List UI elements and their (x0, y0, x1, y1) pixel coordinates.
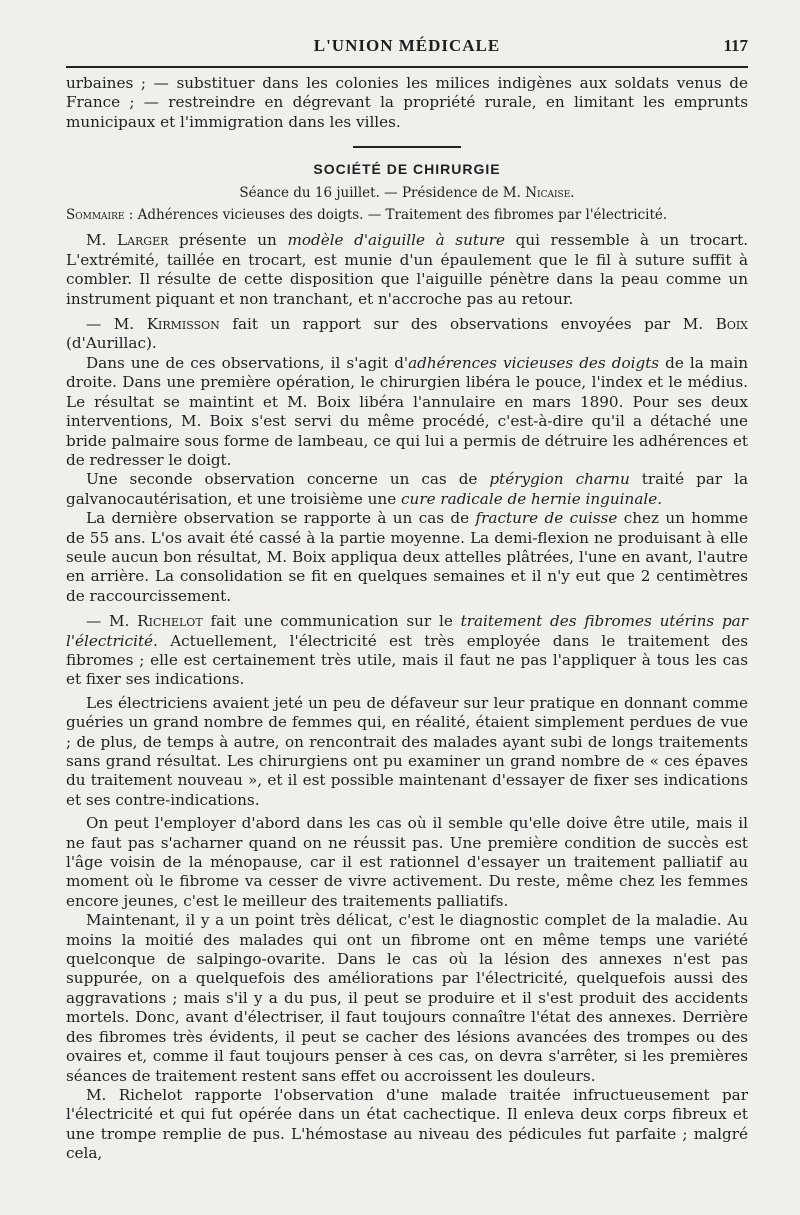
paragraph-electriciens: Les électriciens avaient jeté un peu de défaveur sur leur pratique en donnant comme guéries un grand nombre de femmes qui, en réalité, étaient simplement perdues de vue ; de plus, de temps à autre, on rencontrait des malades ayant subi de longs traitements sans grand résultat. Les chirurgiens ont pu examiner un grand nombre de « ces épaves du traitement nouveau », et il est possible maintenant d'essayer de fixer ses indications et ses contre-indications. (66, 693, 748, 809)
paragraph-kirmisson (66, 315, 748, 354)
text-fragment: chez un homme de 55 ans. L'os avait été cassé à la partie moyenne. La demi-flexion ne produisant à elle seule aucun bon résultat, M. Boix appliqua deux attelles plâtrées, l'une en avant, l'autre en arrière. La consolidation se fit en quelques semaines et il n'y eut que 2 centimètres de raccourcissement. (66, 509, 749, 605)
paragraph-larger (66, 231, 748, 309)
text-fragment: — M. (86, 315, 135, 334)
italic-term: adhérences vicieuses des doigts (408, 353, 660, 372)
sommaire-text: Adhérences vicieuses des doigts. — Traitement des fibromes par l'électricité. (137, 207, 668, 224)
text-fragment: présente un (179, 231, 277, 250)
author-name: Boix (715, 315, 749, 334)
paragraph-richelot (66, 612, 748, 690)
sommaire-label: Sommaire : (66, 207, 134, 224)
text-fragment: La dernière observation se rapporte à un cas de (86, 509, 470, 528)
text-fragment: Une seconde observation concerne un cas de (86, 470, 478, 489)
italic-term: fracture de cuisse (475, 509, 618, 528)
text-fragment: Dans une de ces observations, il s'agit d' (86, 353, 409, 372)
sommaire (66, 206, 748, 225)
text-fragment: — M. (86, 612, 130, 631)
text-fragment: fait un rapport sur des observations envoyées par M. (232, 315, 704, 334)
author-name: Kirmisson (146, 315, 220, 334)
text-fragment: M. (86, 231, 107, 250)
author-name: Larger (117, 231, 169, 250)
text-fragment: traité par la galvanocautérisation, et une troisième une (66, 470, 749, 508)
seance-text: Séance du 16 juillet. — Présidence de M. (239, 184, 521, 201)
text-fragment: qui ressemble à un trocart. L'extrémité, taillée en trocart, est munie d'un épaulement que le fil à suture suffit à combler. Il résulte de cette disposition que l'aiguille pénètre dans la peau comme un instrument piquant et non tranchant, et n'accroche pas au retour. (66, 231, 749, 308)
text-fragment: fait une communication sur le (210, 612, 453, 631)
page-header (66, 34, 748, 62)
section-title: SOCIÉTÉ DE CHIRURGIE (313, 161, 501, 178)
paragraph-richelot-observation: M. Richelot rapporte l'observation d'une malade traitée infructueusement par l'électricité et qui fut opérée dans un état cachectique. Il enleva deux corps fibreux et une trompe remplie de pus. L'hémostase au niveau des pédicules fut parfaite ; malgré cela, (66, 1085, 748, 1163)
author-name: Richelot (137, 612, 203, 631)
paragraph-dans (66, 354, 748, 470)
text-fragment: (d'Aurillac). (66, 334, 157, 353)
italic-term: modèle d'aiguille à suture (287, 231, 505, 250)
paragraph-derniere (66, 509, 748, 606)
section-separator (353, 146, 461, 148)
italic-term: traitement des fibromes utérins par l'électricité. (66, 612, 748, 650)
article-body (66, 74, 748, 1164)
seance-line (66, 184, 748, 203)
president-name: Nicaise. (525, 184, 575, 201)
running-title: L'UNION MÉDICALE (313, 36, 501, 55)
paragraph-maintenant: Maintenant, il y a un point très délicat, c'est le diagnostic complet de la maladie. Au moins la moitié des malades qui ont un fibrome ont en même temps une variété quelconque de salpingo-ovarite. Dans le cas où la lésion des annexes n'est pas suppurée, on a quelquefois des améliorations par l'électricité, quelquefois aussi des aggravations ; mais s'il y a du pus, il peut se produire et il s'est produit des accidents mortels. Donc, avant d'électriser, il faut toujours connaître l'état des annexes. Derrière des fibromes très évidents, il peut se cacher des lésions avancées des trompes ou des ovaires et, comme il faut toujours penser à ces cas, on devra s'arrêter, si les premières séances de traitement restent sans effet ou accroissent les douleurs. (66, 911, 748, 1085)
paragraph-employer: On peut l'employer d'abord dans les cas où il semble qu'elle doive être utile, mais il ne faut pas s'acharner quand on ne réussit pas. Une première condition de succès est l'âge voisin de la ménopause, car il est rationnel d'essayer un traitement palliatif au moment où le fibrome va cesser de vivre activement. Du reste, même chez les femmes encore jeunes, c'est le meilleur des traitements palliatifs. (66, 814, 748, 910)
page-number: 117 (723, 36, 748, 55)
paragraph-urbaines: urbaines ; — substituer dans les colonies les milices indigènes aux soldats venus de France ; — restreindre en dégrevant la propriété rurale, en limitant les emprunts municipaux et l'immigration dans les villes. (66, 74, 748, 131)
paragraph-seconde (66, 470, 748, 509)
italic-term: ptérygion charnu (489, 470, 630, 489)
text-fragment: Actuellement, l'électricité est très employée dans le traitement des fibromes ; elle est certainement très utile, mais il faut ne pas l'appliquer à tous les cas et fixer ses indications. (66, 631, 749, 689)
italic-term: cure radicale de hernie inguinale. (401, 489, 663, 508)
text-fragment: de la main droite. Dans une première opération, le chirurgien libéra le pouce, l'index et le médius. Le résultat se maintint et M. Boix libéra l'annulaire en mars 1890. Pour ses deux interventions, M. Boix s'est servi du même procédé, c'est-à-dire qu'il a détaché une bride palmaire sous forme de lambeau, ce qui lui a permis de détruire les adhérences et de redresser le doigt. (66, 353, 748, 469)
header-rule (66, 66, 748, 68)
